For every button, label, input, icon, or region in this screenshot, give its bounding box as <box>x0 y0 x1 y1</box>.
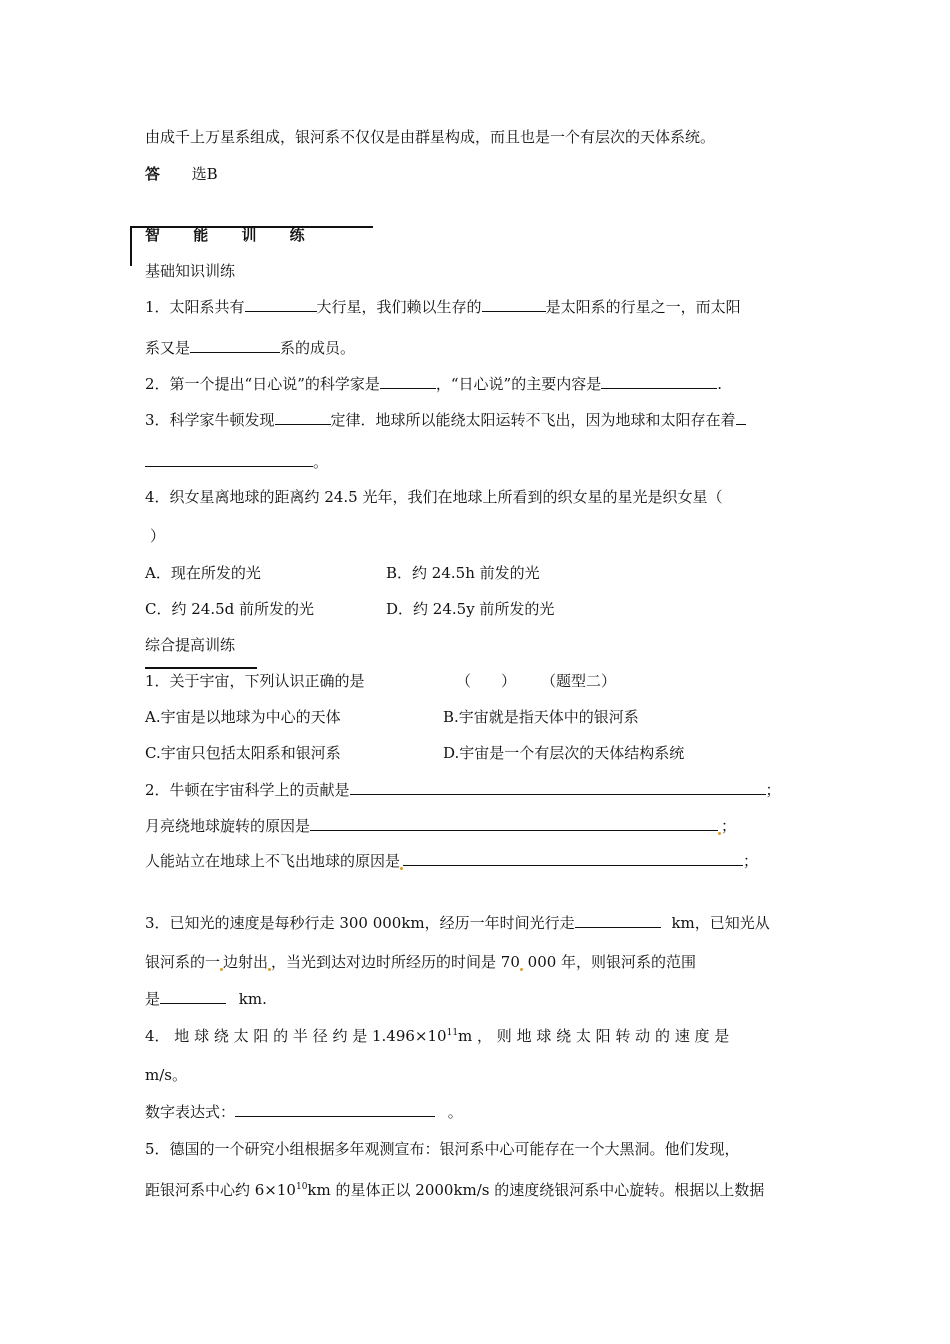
blank[interactable] <box>145 452 313 467</box>
basic-q4-line2: ） <box>150 527 166 545</box>
answer-line <box>145 165 218 183</box>
advanced-q2-line3: 人能站立在地球上不飞出地球的原因是 ； <box>145 852 759 870</box>
advanced-heading: 综合提高训练 <box>145 636 236 654</box>
advanced-q5-line1: 5．德国的一个研究小组根据多年观测宣布：银河系中心可能存在一个大黑洞。他们发现， <box>145 1140 740 1158</box>
basic-q3-line1: 3．科学家牛顿发现 定律．地球所以能绕太阳运转不飞出，因为地球和太阳存在着 <box>145 410 746 429</box>
advanced-q1: 1．关于宇宙，下列认识正确的是 <box>145 672 365 690</box>
section-left-line <box>130 226 132 266</box>
intro-text: 由成千上万星系组成，银河系不仅仅是由群星构成，而且也是一个有层次的天体系统。 <box>145 128 716 146</box>
mark-dot <box>400 867 403 870</box>
section-title: 智 能 训 练 <box>145 226 319 244</box>
advanced-q3-line3: 是 km. <box>145 990 267 1008</box>
advanced-heading-line <box>145 667 257 669</box>
advanced-q5-line2: 距银河系中心约 $6\times 10^{10}km$ 的星体正以 2000km/s 的速度绕银河系中心旋转。根据以上数据 <box>145 1181 765 1199</box>
advanced-q4-line3: 数字表达式： 。 <box>145 1103 463 1121</box>
blank[interactable] <box>601 374 717 389</box>
advanced-q1-option-a: A.宇宙是以地球为中心的天体 <box>145 708 341 726</box>
advanced-q3-line2: 银河系的一 边射出 ，当光到达对边时所经历的时间是 70 000 年，则银河系的范围 <box>145 953 697 971</box>
basic-q3-line2: 。 <box>145 452 328 471</box>
basic-q4-option-d: D．约 24.5y 前所发的光 <box>386 600 555 618</box>
blank[interactable] <box>575 913 661 928</box>
advanced-q1-option-b: B.宇宙就是指天体中的银河系 <box>443 708 639 726</box>
blank[interactable] <box>235 1102 435 1117</box>
blank[interactable] <box>380 374 436 389</box>
basic-q4-option-b: B．约 24.5h 前发的光 <box>386 564 540 582</box>
advanced-q1-option-c: C.宇宙只包括太阳系和银河系 <box>145 744 341 762</box>
basic-q4-line1: 4．织女星离地球的距离约 24.5 光年，我们在地球上所看到的织女星的星光是织女星（ <box>145 488 723 506</box>
advanced-q4-line2: m/s。 <box>145 1066 187 1084</box>
blank[interactable] <box>736 410 746 425</box>
answer-paren[interactable]: （ ） <box>456 672 517 690</box>
answer-text: 选B <box>191 165 218 183</box>
advanced-q2-line1: 2．牛顿在宇宙科学上的贡献是 ； <box>145 781 781 799</box>
advanced-q1-option-d: D.宇宙是一个有层次的天体结构系统 <box>443 744 685 762</box>
blank[interactable] <box>245 297 317 312</box>
advanced-q3-line1: 3．已知光的速度是每秒行走 300 000km，经历一年时间光行走 km，已知光从 <box>145 914 770 932</box>
basic-q4-option-a: A．现在所发的光 <box>145 564 261 582</box>
basic-q1-line1: 1．太阳系共有 大行星，我们赖以生存的 是太阳系的行星之一，而太阳 <box>145 298 741 316</box>
basic-q4-option-c: C．约 24.5d 前所发的光 <box>145 600 315 618</box>
advanced-q4-line1: 4． 地 球 绕 太 阳 的 半 径 约 是 $1.496\times 10^{11}m$ ， 则 地 球 绕 太 阳 转 动 的 速 度 是 <box>145 1027 730 1045</box>
basic-heading: 基础知识训练 <box>145 262 236 280</box>
blank[interactable] <box>310 816 718 831</box>
advanced-q2-line2: 月亮绕地球旋转的原因是 ； <box>145 817 737 835</box>
blank[interactable] <box>350 780 766 795</box>
basic-q1-line2: 系又是 系的成员。 <box>145 339 356 357</box>
answer-label: 答 <box>145 165 161 183</box>
blank[interactable] <box>482 297 546 312</box>
basic-q2: 2．第一个提出“日心说”的科学家是 ，“日心说”的主要内容是 . <box>145 375 723 393</box>
blank[interactable] <box>275 410 331 425</box>
blank[interactable] <box>403 851 743 866</box>
blank[interactable] <box>160 989 226 1004</box>
blank[interactable] <box>190 338 280 353</box>
question-type: （题型二） <box>541 672 617 690</box>
